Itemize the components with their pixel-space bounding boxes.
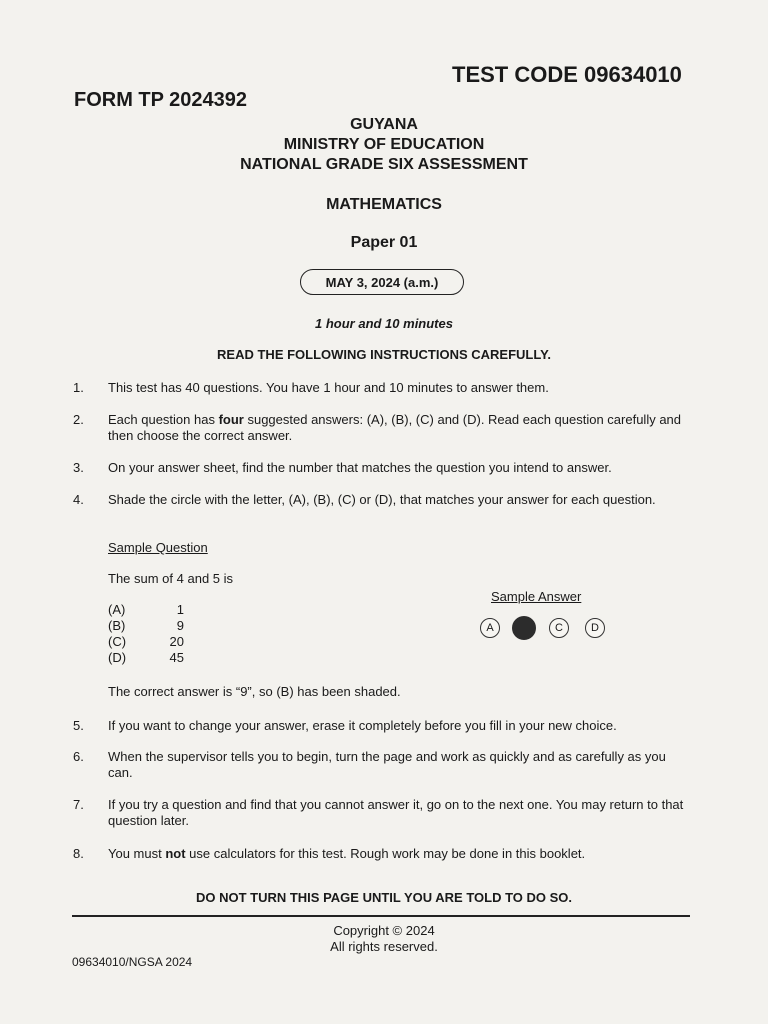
copyright-line: Copyright © 2024 [333, 923, 435, 938]
option-value: 9 [176, 618, 184, 633]
instruction-text: Shade the circle with the letter, (A), (B), (C) or (D), that matches your answer for each question. [108, 492, 656, 507]
test-code: TEST CODE 09634010 [452, 62, 682, 87]
country-heading: GUYANA [350, 116, 418, 133]
answer-bubble-c: C [549, 618, 569, 638]
instruction-number: 8. [73, 846, 84, 861]
footer-test-code: 09634010/NGSA 2024 [72, 955, 193, 969]
sample-answer-title: Sample Answer [491, 589, 582, 604]
option-letter: (B) [108, 618, 126, 633]
instruction-number: 7. [73, 797, 84, 812]
option-value: 1 [176, 602, 184, 617]
instruction-text: On your answer sheet, find the number that matches the question you intend to answer. [108, 460, 612, 475]
sample-question-text: The sum of 4 and 5 is [108, 571, 234, 586]
instruction-number: 3. [73, 460, 84, 475]
footer-divider [72, 915, 690, 917]
exam-date-badge: MAY 3, 2024 (a.m.) [300, 269, 464, 295]
instruction-text: If you try a question and find that you cannot answer it, go on to the next one. You may return to that question later. [108, 797, 684, 828]
option-letter: (D) [108, 650, 127, 665]
instruction-number: 2. [73, 412, 84, 427]
answer-bubble-b-shaded [512, 616, 536, 640]
subject-title: MATHEMATICS [326, 196, 442, 213]
instructions-heading: READ THE FOLLOWING INSTRUCTIONS CAREFULLY. [217, 347, 551, 362]
option-letter: (C) [108, 634, 127, 649]
do-not-turn-warning: DO NOT TURN THIS PAGE UNTIL YOU ARE TOLD TO DO SO. [195, 890, 573, 905]
duration-text: 1 hour and 10 minutes [315, 316, 453, 331]
instruction-text: When the supervisor tells you to begin, turn the page and work as quickly and as carefully as you can. [108, 749, 666, 780]
ministry-heading: MINISTRY OF EDUCATION [283, 136, 485, 153]
instruction-text: You must not use calculators for this test. Rough work may be done in this booklet. [108, 846, 586, 861]
assessment-heading: NATIONAL GRADE SIX ASSESSMENT [240, 156, 528, 173]
instruction-number: 4. [73, 492, 84, 507]
option-value: 20 [169, 634, 184, 649]
option-value: 45 [169, 650, 184, 665]
form-number: FORM TP 2024392 [74, 89, 248, 111]
paper-title: Paper 01 [350, 234, 418, 251]
instruction-number: 1. [73, 380, 84, 395]
instruction-text: This test has 40 questions. You have 1 hour and 10 minutes to answer them. [108, 380, 549, 395]
sample-question-title: Sample Question [108, 540, 208, 555]
answer-bubble-a: A [480, 618, 500, 638]
option-letter: (A) [108, 602, 126, 617]
answer-bubble-d: D [585, 618, 605, 638]
sample-explanation: The correct answer is “9”, so (B) has been shaded. [108, 684, 401, 699]
instruction-text: Each question has four suggested answers: (A), (B), (C) and (D). Read each question carefully and then choose the correct answer. [108, 412, 682, 443]
rights-line: All rights reserved. [330, 939, 438, 954]
instruction-text: If you want to change your answer, erase it completely before you fill in your new choice. [108, 718, 617, 733]
instruction-number: 6. [73, 749, 84, 764]
instruction-number: 5. [73, 718, 84, 733]
